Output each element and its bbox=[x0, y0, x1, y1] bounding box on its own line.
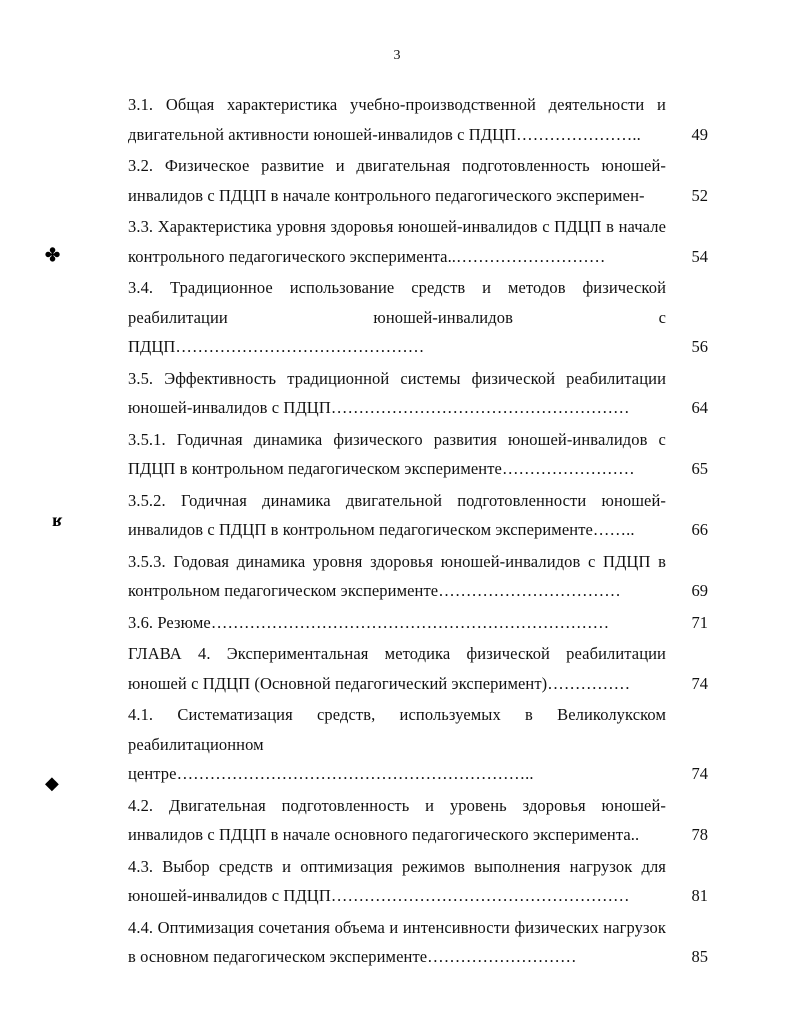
toc-entry bbox=[128, 791, 708, 850]
toc-entry bbox=[128, 151, 708, 210]
toc-entry-page: 66 bbox=[691, 520, 708, 539]
toc-entry-title: 3.2. Физическое развитие и двигательная подготовленность юношей-инвалидов с ПДЦП в начале контрольного педагогического эксперимен- bbox=[128, 156, 666, 205]
toc-entry bbox=[128, 212, 708, 271]
toc-entry-title: 3.5.1. Годичная динамика физического развития юношей-инвалидов с ПДЦП в контрольном педагогическом эксперименте…………………… bbox=[128, 429, 666, 478]
toc-entry-page: 64 bbox=[691, 398, 708, 417]
toc-entry-title: ГЛАВА 4. Экспериментальная методика физической реабилитации юношей с ПДЦП (Основной педагогический эксперимент)…………… bbox=[128, 644, 666, 693]
toc-entry-page: 65 bbox=[691, 459, 708, 478]
toc-entry bbox=[128, 700, 708, 789]
toc-entry-title: 3.5.2. Годичная динамика двигательной подготовленности юношей-инвалидов с ПДЦП в контрольном педагогическом эксперименте…….. bbox=[128, 490, 666, 539]
toc-entry-title: 3.4. Традиционное использование средств и методов физической реабилитации юношей-инвалидов с ПДЦП……………………………………… bbox=[128, 278, 666, 356]
toc-entry-title: 4.2. Двигательная подготовленность и уровень здоровья юношей-инвалидов с ПДЦП в начале основного педагогического эксперимента.. bbox=[128, 795, 666, 844]
toc-entry-title: 4.3. Выбор средств и оптимизация режимов выполнения нагрузок для юношей-инвалидов с ПДЦП……………………………………………… bbox=[128, 856, 666, 905]
toc-entry-title: 4.1. Систематизация средств, используемых в Великолукском реабилитационном центре……………………………………………………….. bbox=[128, 705, 666, 783]
toc-entry-page: 69 bbox=[691, 581, 708, 600]
toc-entry bbox=[128, 486, 708, 545]
toc-entry-page: 74 bbox=[691, 764, 708, 783]
toc-entry bbox=[128, 547, 708, 606]
toc-entry-page: 54 bbox=[691, 246, 708, 266]
margin-mark: ◆ bbox=[45, 773, 59, 793]
toc-entry bbox=[128, 852, 708, 911]
toc-entry-page: 85 bbox=[691, 947, 708, 966]
toc-entry-page: 56 bbox=[691, 337, 708, 356]
toc-entry-page: 74 bbox=[691, 673, 708, 693]
toc-entry-page: 78 bbox=[691, 825, 708, 844]
toc-entry-title: 4.4. Оптимизация сочетания объема и интенсивности физических нагрузок в основном педагогическом эксперименте……………………… bbox=[128, 917, 666, 966]
toc-entry-page: 71 bbox=[691, 612, 708, 632]
toc-entry bbox=[128, 913, 708, 972]
toc-entry-title: 3.1. Общая характеристика учебно-производственной деятельности и двигательной активности юношей-инвалидов с ПДЦП………………….. bbox=[128, 95, 666, 144]
toc-entry-title: 3.3. Характеристика уровня здоровья юношей-инвалидов с ПДЦП в начале контрольного педагогического эксперимента..……………………… bbox=[128, 217, 666, 266]
toc-entry-page: 81 bbox=[691, 886, 708, 905]
toc-entry bbox=[128, 639, 708, 698]
toc-entry-title: 3.6. Резюме……………………………………………………………… bbox=[128, 612, 610, 632]
toc-entry-title: 3.5.3. Годовая динамика уровня здоровья юношей-инвалидов с ПДЦП в контрольном педагогическом эксперименте…………………………… bbox=[128, 551, 666, 600]
toc-entry bbox=[128, 90, 708, 149]
toc-entry bbox=[128, 425, 708, 484]
table-of-contents bbox=[128, 90, 708, 974]
toc-entry-title: 3.5. Эффективность традиционной системы физической реабилитации юношей-инвалидов с ПДЦП……………………………………………… bbox=[128, 368, 666, 417]
toc-entry bbox=[128, 364, 708, 423]
toc-entry-page: 49 bbox=[691, 124, 708, 144]
toc-entry-page: 52 bbox=[691, 185, 708, 205]
toc-entry bbox=[128, 608, 708, 638]
margin-mark: ✤ bbox=[45, 245, 61, 265]
page-number: 3 bbox=[393, 48, 401, 63]
margin-mark: ʁ bbox=[52, 510, 63, 530]
toc-entry bbox=[128, 273, 708, 362]
